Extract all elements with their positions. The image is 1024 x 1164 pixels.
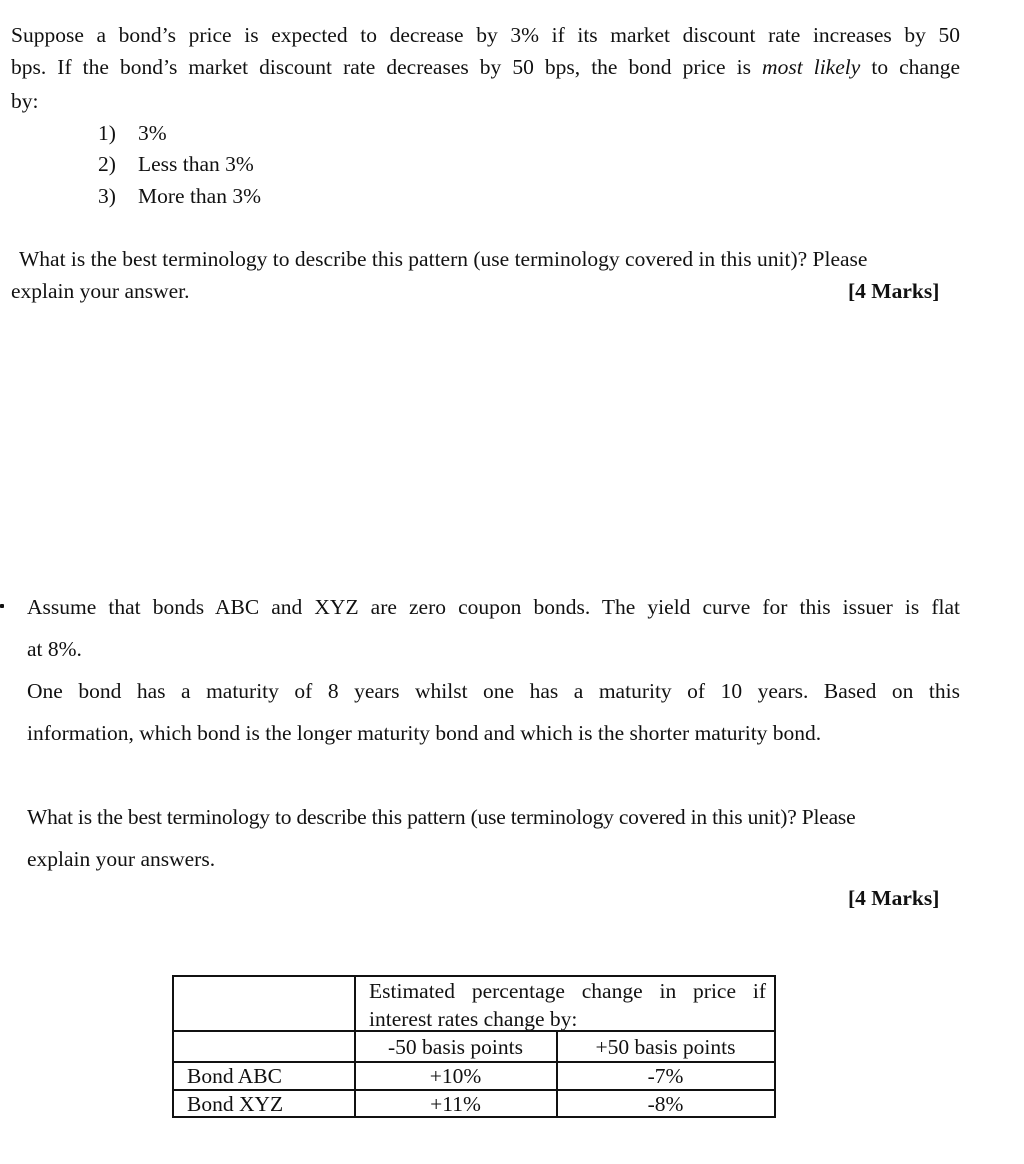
table-row-xyz-bond: Bond XYZ bbox=[187, 1092, 284, 1116]
table-row-xyz-minus: +11% bbox=[430, 1092, 481, 1116]
table-border-left bbox=[172, 975, 174, 1118]
q1-line-1: Suppose a bond’s price is expected to decrease by 3% if its market discount rate increases by 50 bbox=[11, 23, 960, 47]
table-col-minus-50: -50 basis points bbox=[388, 1035, 523, 1059]
q2-line-4: information, which bond is the longer maturity bond and which is the shorter maturity bond. bbox=[27, 721, 822, 745]
q1-option-3: 3) More than 3% bbox=[98, 184, 261, 208]
q1-emphasis: most likely bbox=[762, 55, 861, 79]
q1-followup-line-1: What is the best terminology to describe this pattern (use terminology covered in this unit)? Please bbox=[19, 247, 868, 271]
q2-line-1: Assume that bonds ABC and XYZ are zero coupon bonds. The yield curve for this issuer is flat bbox=[27, 595, 960, 619]
table-header-line-1: Estimated percentage change in price if bbox=[369, 979, 766, 1003]
table-row-abc-minus: +10% bbox=[429, 1064, 482, 1088]
table-row-abc-bond: Bond ABC bbox=[187, 1064, 282, 1088]
table-col-plus-50: +50 basis points bbox=[595, 1035, 736, 1059]
q1-followup-line-2: explain your answer. bbox=[11, 279, 190, 303]
q2-line-3: One bond has a maturity of 8 years whilst one has a maturity of 10 years. Based on this bbox=[27, 679, 960, 703]
q2-followup-line-1: What is the best terminology to describe this pattern (use terminology covered in this unit)? Please bbox=[27, 805, 856, 829]
q1-option-1: 1) 3% bbox=[98, 121, 167, 145]
q1-marks: [4 Marks] bbox=[848, 279, 940, 303]
q1-option-2: 2) Less than 3% bbox=[98, 152, 254, 176]
q1-line-3: by: bbox=[11, 89, 39, 113]
table-header-line-2: interest rates change by: bbox=[369, 1007, 578, 1031]
q2-line-2: at 8%. bbox=[27, 637, 82, 661]
table-border-right bbox=[774, 975, 776, 1118]
q2-followup-line-2: explain your answers. bbox=[27, 847, 216, 871]
q1-line-2: bps. If the bond’s market discount rate decreases by 50 bps, the bond price is most likely to change bbox=[11, 55, 961, 79]
table-row-xyz-plus: -8% bbox=[647, 1092, 684, 1116]
q2-marks: [4 Marks] bbox=[848, 886, 940, 910]
table-row-abc-plus: -7% bbox=[647, 1064, 684, 1088]
